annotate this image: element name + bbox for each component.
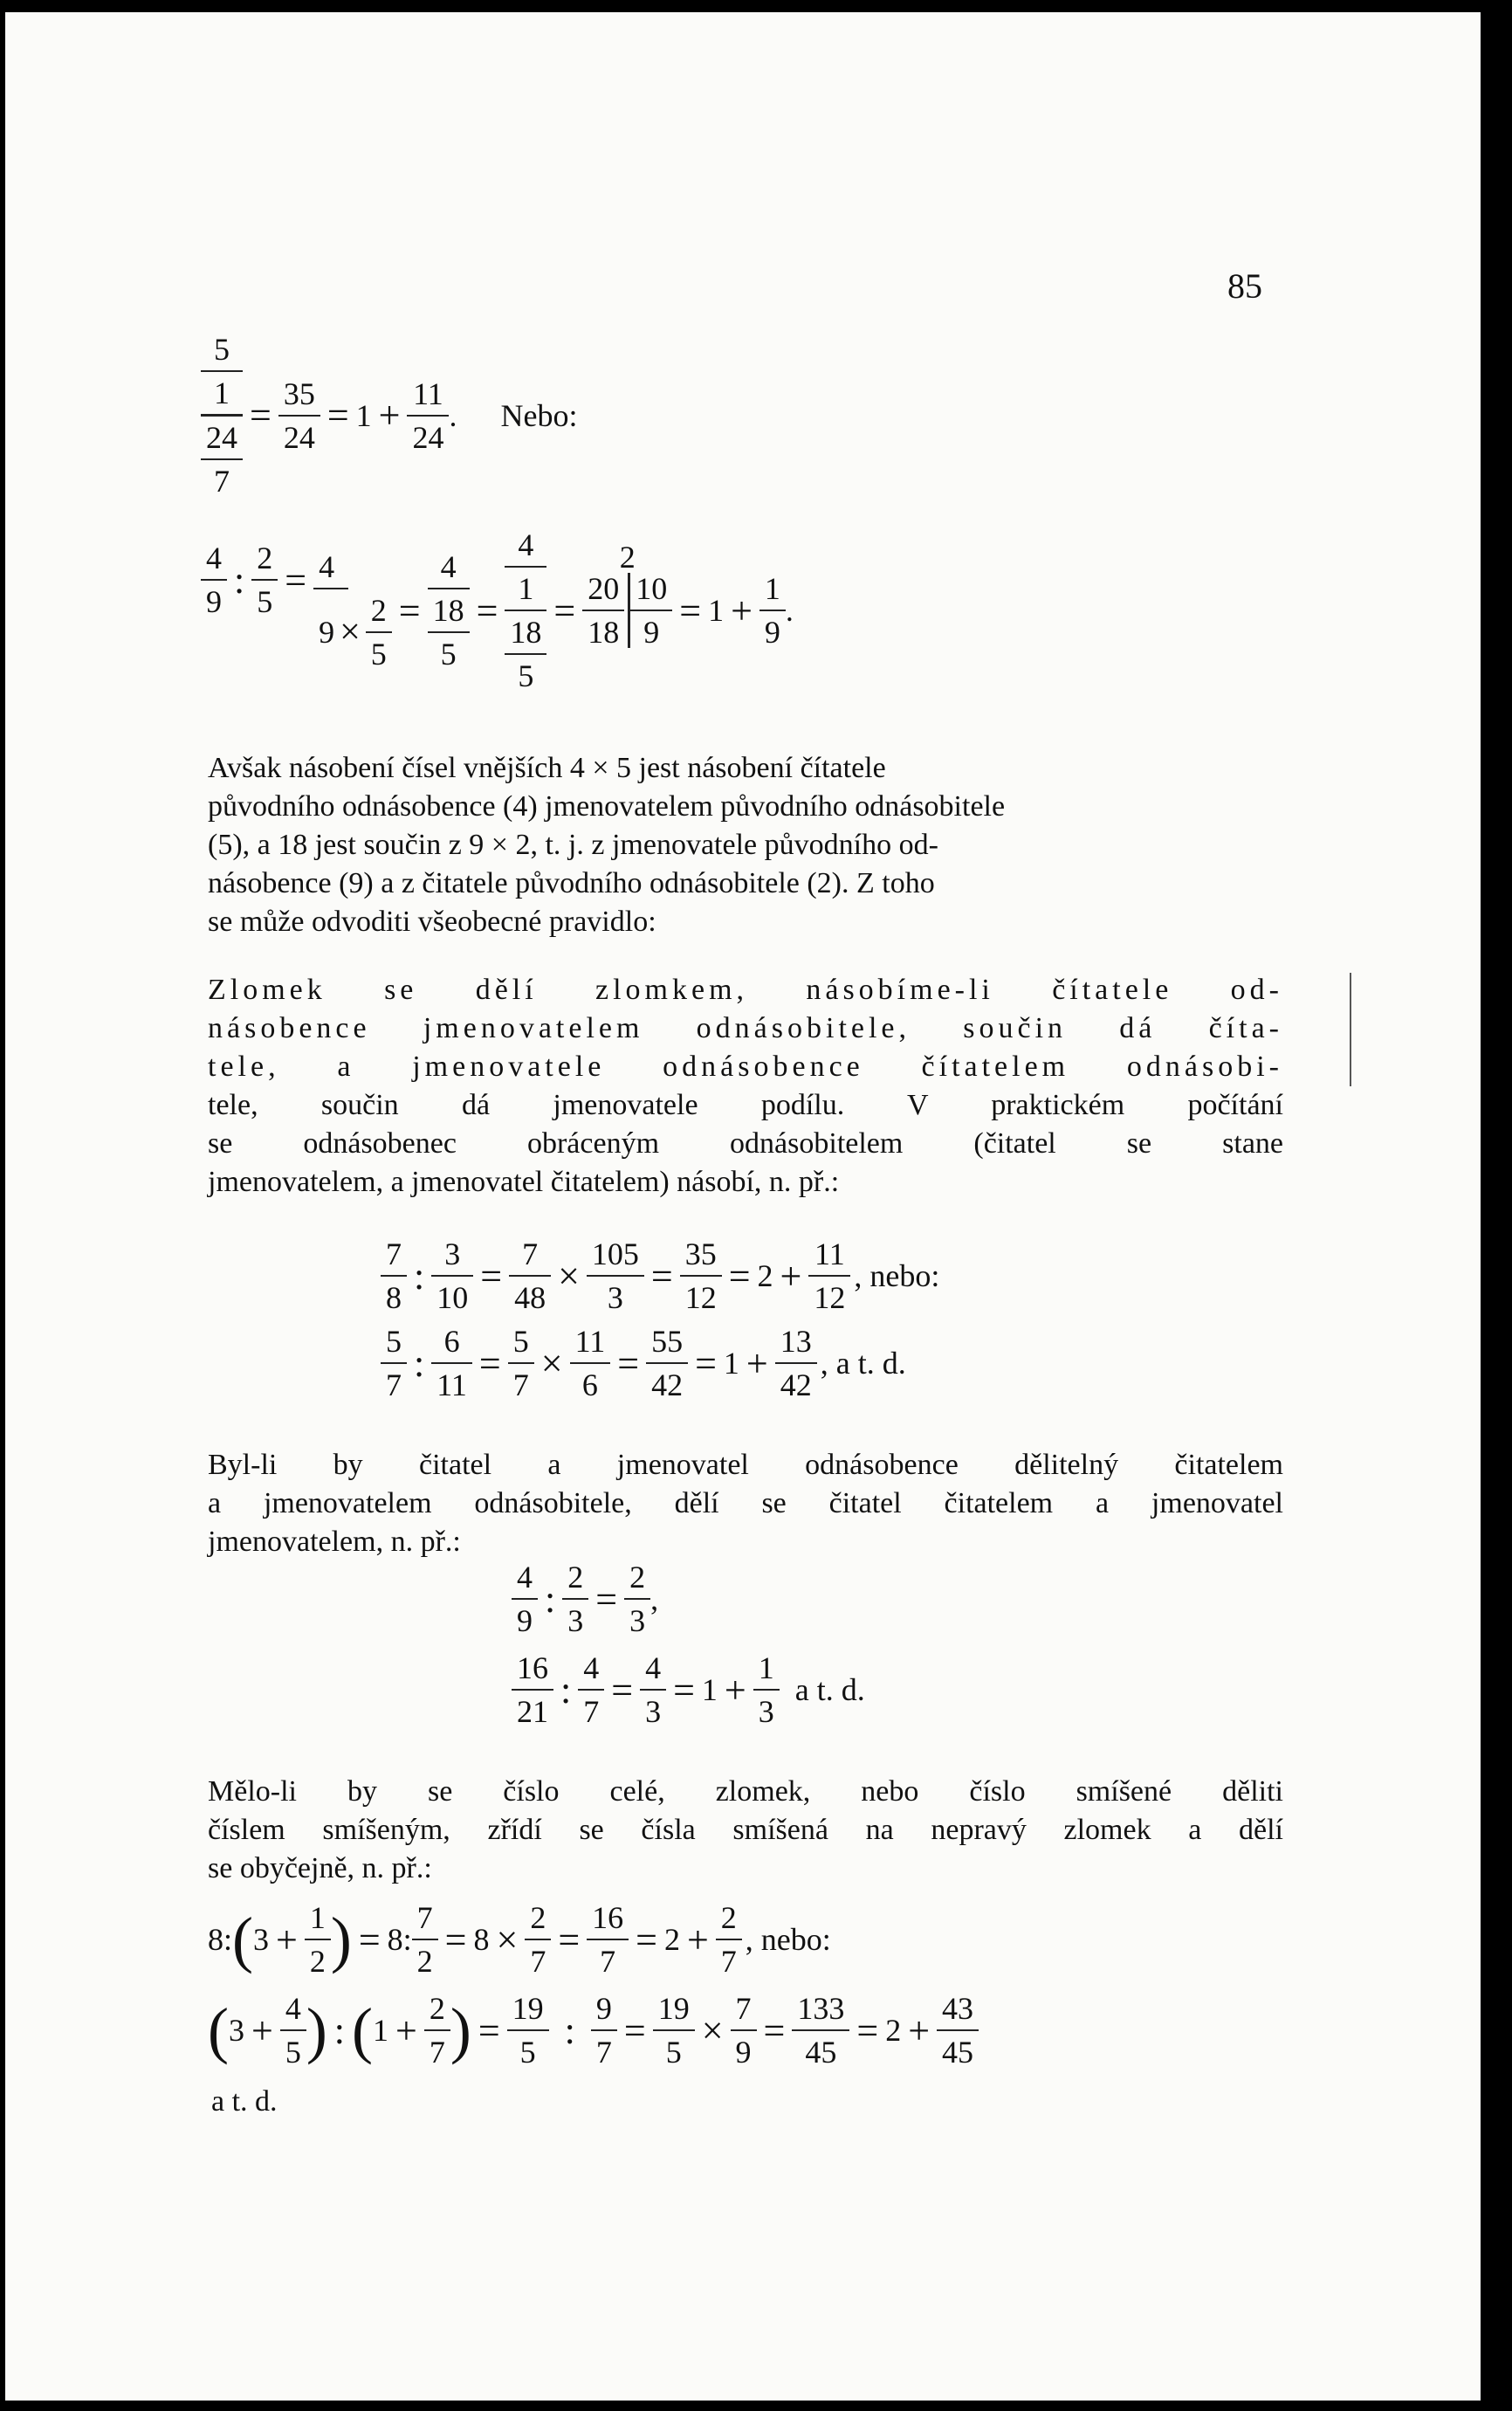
equation-6: $\frac{16}{21}$ : $\frac{4}{7}$ = $\frac{4}{3}$ = 1 + $\frac{1}{3}$ a t. d. [512, 1652, 865, 1727]
nebo-label: Nebo: [500, 397, 578, 433]
paragraph-1: Avšak násobení čísel vnějších 4 × 5 jest násobení čítatele původního odnásobence (4) jmenovatelem původního odnásobitele (5), a 18 jest součin z 9 × 2, t. j. z jmenovatele původního od- násobence (9) a z čitatele původního odnásobitele (2). Z toho se může odvoditi všeobecné pravidlo: [208, 752, 1006, 938]
paragraph-rule: Zlomek se dělí zlomkem, násobíme-li čítatele od- násobence jmenovatelem odnásobitele, součin dá číta- tele, a jmenovatele odnásobence čítatelem odnásobi- tele, součin dá jmenovatele podílu. V praktickém počítání se odnásobenec obráceným odnásobitelem (čitatel se stane jmenovatelem, a jmenovatel čitatelem) násobí, n. př.: [208, 974, 1283, 1198]
compound-fraction: 4 9 × $\frac{2}{5}$ [313, 551, 392, 670]
equation-5: $\frac{4}{9}$ : $\frac{2}{3}$ = $\frac{2}{3}$ , [512, 1561, 658, 1636]
book-page [5, 12, 1481, 2401]
equation-3: $\frac{7}{8}$ : $\frac{3}{10}$ = $\frac{7}{48}$ × $\frac{105}{3}$ = $\frac{35}{12}$ = 2 + $\frac{11}{12}$ , nebo: [381, 1238, 939, 1313]
equation-2: $\frac{4}{9}$ : $\frac{2}{5}$ = 4 9 × $\frac{2}{5}$ = 4 18 5 = 4 1 18 5 = 2 $\frac{20}{18}$ $\frac{10}{9}$ = 1 + $\frac{1}{9}$ . [201, 529, 794, 692]
equation-7: 8: ( 3 + $\frac{1}{2}$ ) = 8: $\frac{7}{2}$ = 8 × $\frac{2}{7}$ = $\frac{16}{7}$ = 2 + $\frac{2}{7}$ , nebo: [208, 1900, 831, 1979]
fraction: $\frac{35}{24}$ [278, 378, 320, 453]
paragraph-4: Mělo-li by se číslo celé, zlomek, nebo číslo smíšené děliti číslem smíšeným, zřídí se čísla smíšená na nepravý zlomek a dělí se obyčejně, n. př.: [208, 1775, 1283, 1884]
compound-fraction: 5 1 24 7 [201, 334, 243, 497]
compound-fraction: 4 18 5 [428, 551, 470, 670]
equation-4: $\frac{5}{7}$ : $\frac{6}{11}$ = $\frac{5}{7}$ × $\frac{11}{6}$ = $\frac{55}{42}$ = 1 + $\frac{13}{42}$ , a t. d. [381, 1326, 906, 1401]
page-number: 85 [1227, 266, 1262, 306]
equation-1: 5 1 24 7 = $\frac{35}{24}$ = 1 + $\frac{11}{24}$ . Nebo: [201, 334, 577, 497]
split-fraction: 2 $\frac{20}{18}$ $\frac{10}{9}$ [582, 541, 672, 679]
closing-text: a t. d. [211, 2085, 278, 2118]
equation-8: ( 3 + $\frac{4}{5}$ ) : ( 1 + $\frac{2}{7}$ ) = $\frac{19}{5}$ : $\frac{9}{7}$ = $\frac{19}{5}$ × $\frac{7}{9}$ = $\frac{133}{45}$ = 2 + $\frac{43}{45}$ [208, 1993, 979, 2068]
margin-mark [1350, 973, 1351, 1086]
compound-fraction: 4 1 18 5 [505, 529, 546, 692]
fraction: $\frac{11}{24}$ [407, 378, 449, 453]
paragraph-3: Byl-li by čitatel a jmenovatel odnásobence dělitelný čitatelem a jmenovatelem odnásobitele, dělí se čitatel čitatelem a jmenovatel jmenovatelem, n. př.: [208, 1449, 1283, 1558]
